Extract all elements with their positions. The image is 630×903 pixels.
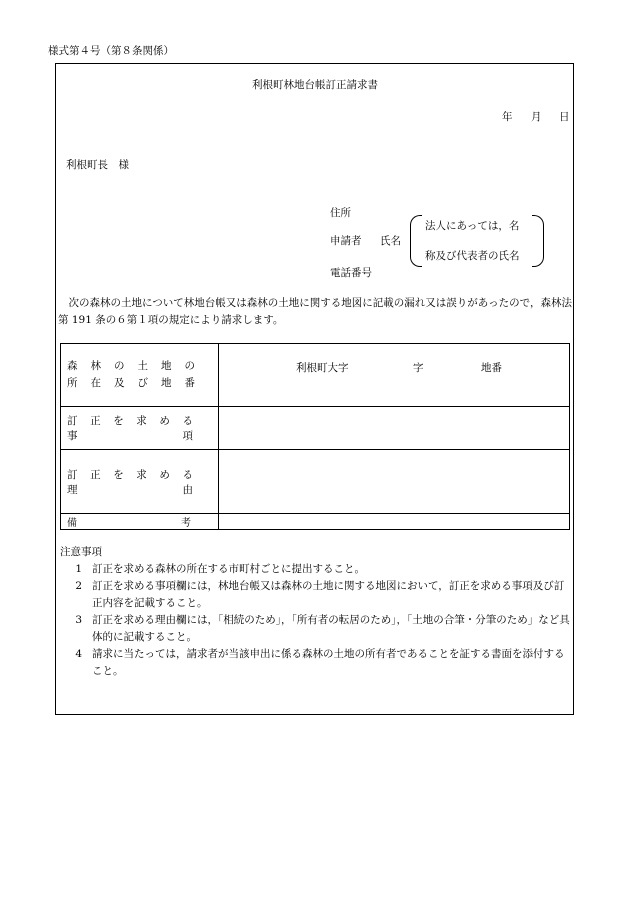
corporation-note-line1: 法人にあっては，名 xyxy=(425,220,520,232)
applicant-label: 申請者 xyxy=(330,235,362,247)
location-oaza-label: 利根町大字 xyxy=(296,362,349,374)
location-label-line2: 所 在 及 び 地 番 xyxy=(67,377,195,389)
right-parenthesis xyxy=(532,215,544,267)
note-text: 請求に当たっては，請求者が当該申出に係る森林の土地の所有者であることを証する書面を添付すること。 xyxy=(92,648,565,677)
date-year-label: 年 xyxy=(502,111,513,123)
note-number: 3 xyxy=(75,614,82,626)
correction-items-label: 訂 正 を 求 め る 事 項 xyxy=(67,415,197,442)
note-text: 訂正を求める事項欄には，林地台帳又は森林の土地に関する地図において，訂正を求める事項及び訂正内容を記載すること。 xyxy=(92,580,565,609)
name-label: 氏名 xyxy=(380,235,401,247)
notes-heading: 注意事項 xyxy=(60,546,102,558)
table-row-location xyxy=(61,344,570,407)
table-row-correction-items xyxy=(61,407,570,450)
addressee: 利根町長 様 xyxy=(66,159,129,171)
note-item xyxy=(60,612,572,646)
date-month-label: 月 xyxy=(531,111,542,123)
note-item xyxy=(60,646,572,680)
request-statement: 次の森林の土地について林地台帳又は森林の土地に関する地図に記載の漏れ又は誤りがあったので，森林法第 191 条の６第１項の規定により請求します。 xyxy=(58,297,572,326)
table-row-correction-reasons xyxy=(61,450,570,514)
correction-reasons-value-cell[interactable] xyxy=(219,450,570,514)
remarks-label-right: 考 xyxy=(181,518,195,529)
correction-reasons-label: 訂 正 を 求 め る 理 由 xyxy=(67,468,197,496)
location-label-cell xyxy=(61,344,219,407)
left-parenthesis xyxy=(410,215,422,267)
location-label-line1: 森 林 の 土 地 の xyxy=(67,360,195,372)
note-number: 2 xyxy=(75,580,82,592)
address-label: 住所 xyxy=(330,207,351,219)
location-aza-label: 字 xyxy=(413,362,424,374)
table-row-remarks xyxy=(61,514,570,530)
document-title: 利根町林地台帳訂正請求書 xyxy=(252,79,378,91)
location-value-cell[interactable] xyxy=(219,344,570,407)
correction-items-label-cell xyxy=(61,407,219,450)
remarks-value-cell[interactable] xyxy=(219,514,570,530)
form-number: 様式第４号（第８条関係） xyxy=(48,45,174,57)
date-day-label: 日 xyxy=(559,111,570,123)
note-text: 訂正を求める森林の所在する市町村ごとに提出すること。 xyxy=(92,563,365,575)
request-table xyxy=(60,343,570,530)
corporation-note-line2: 称及び代表者の氏名 xyxy=(425,250,520,262)
remarks-label-left: 備 xyxy=(67,518,81,529)
correction-reasons-label-cell xyxy=(61,450,219,514)
correction-items-value-cell[interactable] xyxy=(219,407,570,450)
notes-section xyxy=(60,544,572,680)
remarks-label-cell xyxy=(61,514,219,530)
phone-label: 電話番号 xyxy=(330,267,372,279)
location-chiban-label: 地番 xyxy=(481,362,502,374)
note-item xyxy=(60,561,572,578)
note-item xyxy=(60,578,572,612)
note-text: 訂正を求める理由欄には，「相続のため」，「所有者の転居のため」，「土地の合筆・分筆のため」など具体的に記載すること。 xyxy=(92,614,570,643)
note-number: 1 xyxy=(75,563,82,575)
note-number: 4 xyxy=(75,648,82,660)
